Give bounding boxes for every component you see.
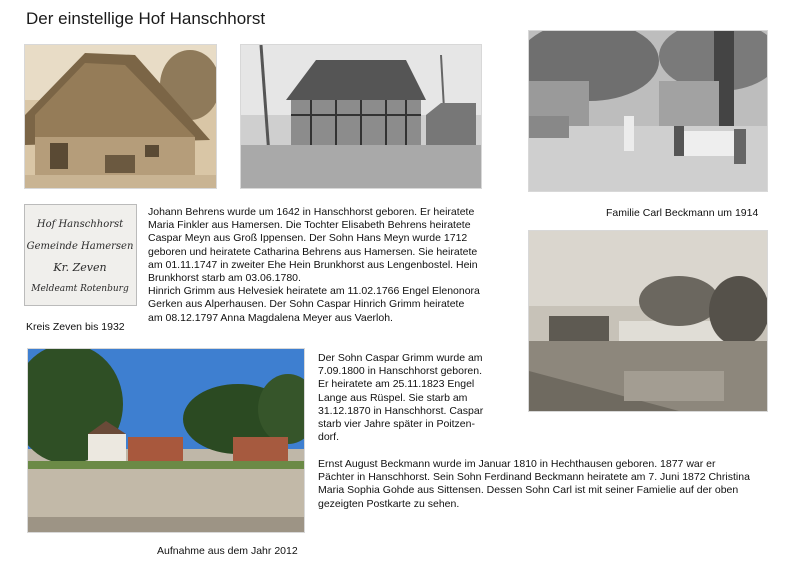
photo-thatched-farmhouse <box>24 44 217 189</box>
text-behrens-history <box>148 206 508 325</box>
svg-text:Gemeinde Hamersen: Gemeinde Hamersen <box>26 241 134 252</box>
photo-half-timbered-house <box>240 44 482 189</box>
caption-aufnahme-2012: Aufnahme aus dem Jahr 2012 <box>157 545 298 557</box>
svg-text:Hof Hanschhorst: Hof Hanschhorst <box>36 219 124 230</box>
caption-kreis-zeven: Kreis Zeven bis 1932 <box>26 321 125 333</box>
page-title: Der einstellige Hof Hanschhorst <box>26 9 266 28</box>
photo-family-postcard <box>528 30 768 192</box>
svg-text:Meldeamt Rotenburg: Meldeamt Rotenburg <box>31 284 129 294</box>
paragraph-grimm: Hinrich Grimm aus Helvesiek heiratete am 11.02.1766 Engel Elenonora Gerken aus Alperhausen. Der Sohn Caspar Hinrich Grimm heiratete am 08.12.1797 Anna Magdalena Meyer aus Vaerloh. <box>148 285 480 324</box>
sign-hof-hanschhorst <box>24 204 137 306</box>
text-beckmann <box>318 458 788 511</box>
caption-familie-beckmann: Familie Carl Beckmann um 1914 <box>606 207 759 219</box>
photo-old-farm-view <box>528 230 768 412</box>
svg-text:Kr. Zeven: Kr. Zeven <box>53 261 107 274</box>
paragraph-beckmann: Ernst August Beckmann wurde im Januar 1810 in Hechthausen geboren. 1877 war er Pächter in Hanschhorst. Sein Sohn Ferdinand Beckmann heiratete am 7. Juni 1872 Christina Maria Sophia Gohde aus Sittensen. Dessen Sohn Carl ist mit seiner Famielie auf der oben gezeigten Postkarte zu sehen. <box>318 458 750 510</box>
text-caspar-grimm <box>318 352 518 444</box>
photo-farm-2012 <box>27 348 305 533</box>
paragraph-behrens: Johann Behrens wurde um 1642 in Hanschhorst geboren. Er heiratete Maria Finkler aus Hamersen. Die Tochter Elisabeth Behrens heiratete Caspar Meyn aus Groß Ippensen. Der Sohn Hans Meyn wurde 1712 geboren und heiratete Catharina Behrens aus Hamersen. Sie heiratete am 01.11.1747 in zweiter Ehe Hein Brunkhorst aus Lengenbostel. Hein Brunkhorst starb am 03.06.1780. <box>148 206 478 285</box>
paragraph-caspar-grimm: Der Sohn Caspar Grimm wurde am 7.09.1800 in Hanschhorst geboren. Er heiratete am 25.11.1823 Engel Lange aus Rüspel. Sie starb am 31.12.1870 in Hanschhorst. Caspar starb vier Jahre später in Poitzen- dorf. <box>318 352 484 444</box>
